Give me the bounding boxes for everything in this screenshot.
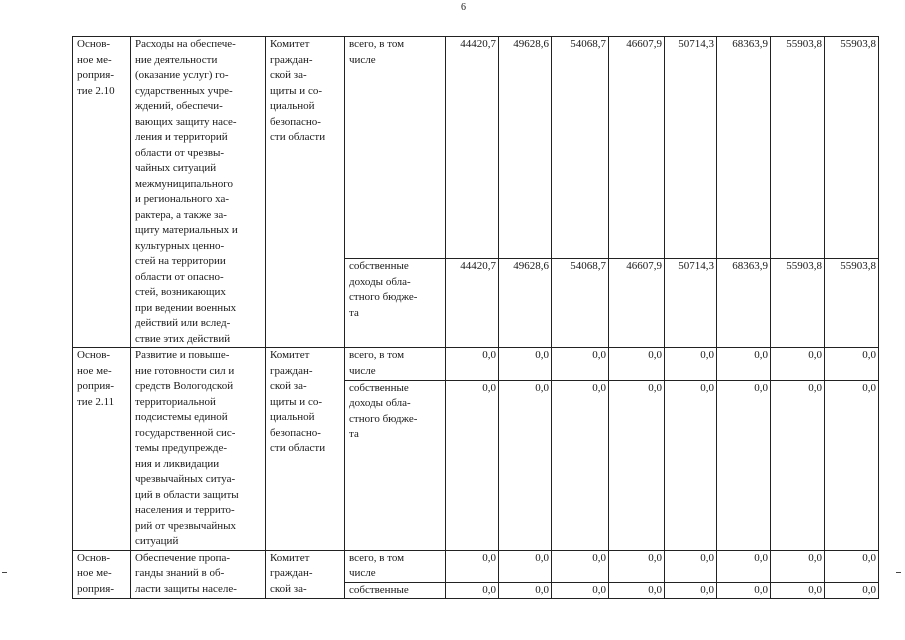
table-cell: 0,0 — [609, 348, 665, 381]
measure-code: Основ- ное ме- роприя- — [73, 550, 131, 599]
table-cell: 0,0 — [446, 348, 499, 381]
table-cell: 50714,3 — [665, 37, 717, 259]
table-cell: 0,0 — [717, 582, 771, 599]
funding-source: всего, в том числе — [345, 37, 446, 259]
scan-edge-mark — [2, 572, 7, 573]
table-cell: 0,0 — [665, 380, 717, 550]
measure-code: Основ- ное ме- роприя- тие 2.10 — [73, 37, 131, 348]
table-cell: 0,0 — [552, 380, 609, 550]
measure-title: Расходы на обеспече- ние деятельности (оказание услуг) го- сударственных учре- ждений, обеспечи- вающих защиту насе- ления и территорий области от чрезвы- чайных ситуаций межмуниципального и регионального ха- рактера, а также за- щиту материальных и культурных ценно- стей на территории области от опасно- стей, возникающих при ведении военных действий или вслед- ствие этих действий — [131, 37, 266, 348]
table-cell: 0,0 — [717, 550, 771, 582]
table-cell: 0,0 — [717, 380, 771, 550]
table-row — [73, 348, 879, 381]
table-cell: 49628,6 — [499, 37, 552, 259]
table-cell: 0,0 — [609, 380, 665, 550]
table-cell: 0,0 — [825, 348, 879, 381]
table-cell: 0,0 — [665, 550, 717, 582]
measure-title: Обеспечение пропа- ганды знаний в об- ласти защиты населе- — [131, 550, 266, 599]
table-cell: 0,0 — [771, 380, 825, 550]
table-cell: 55903,8 — [825, 259, 879, 348]
table-cell: 0,0 — [609, 582, 665, 599]
table-cell: 0,0 — [552, 582, 609, 599]
table-cell: 54068,7 — [552, 37, 609, 259]
table-cell: 54068,7 — [552, 259, 609, 348]
table-cell: 0,0 — [665, 348, 717, 381]
scan-edge-mark — [896, 572, 901, 573]
measure-code: Основ- ное ме- роприя- тие 2.11 — [73, 348, 131, 551]
budget-table — [72, 36, 879, 599]
table-cell: 0,0 — [446, 582, 499, 599]
table-cell: 0,0 — [552, 550, 609, 582]
funding-source: всего, в том числе — [345, 348, 446, 381]
table-cell: 0,0 — [771, 348, 825, 381]
table-cell: 68363,9 — [717, 259, 771, 348]
table-cell: 0,0 — [609, 550, 665, 582]
funding-source: всего, в том числе — [345, 550, 446, 582]
table-cell: 44420,7 — [446, 259, 499, 348]
table-cell: 55903,8 — [771, 37, 825, 259]
table-cell: 55903,8 — [771, 259, 825, 348]
table-cell: 0,0 — [499, 348, 552, 381]
table-cell: 0,0 — [825, 582, 879, 599]
table-cell: 46607,9 — [609, 37, 665, 259]
table-cell: 68363,9 — [717, 37, 771, 259]
table-cell: 0,0 — [499, 582, 552, 599]
table-cell: 46607,9 — [609, 259, 665, 348]
table-cell: 0,0 — [446, 550, 499, 582]
table-cell: 49628,6 — [499, 259, 552, 348]
measure-title: Развитие и повыше- ние готовности сил и средств Вологодской территориальной подсистемы единой государственной сис- темы предупрежде- ния и ликвидации чрезвычайных ситуа- ций в области защиты населения и террито- рий от чрезвычайных ситуаций — [131, 348, 266, 551]
table-cell: 0,0 — [771, 582, 825, 599]
measure-executor: Комитет граждан- ской за- щиты и со- циальной безопасно- сти области — [266, 348, 345, 551]
table-cell: 0,0 — [665, 582, 717, 599]
table-cell: 0,0 — [771, 550, 825, 582]
table-cell: 0,0 — [499, 550, 552, 582]
funding-source: собственные доходы обла- стного бюдже- та — [345, 259, 446, 348]
table-row — [73, 550, 879, 582]
table-cell: 0,0 — [499, 380, 552, 550]
table-cell: 0,0 — [825, 380, 879, 550]
table-cell: 0,0 — [446, 380, 499, 550]
table-cell: 0,0 — [552, 348, 609, 381]
table-cell: 0,0 — [717, 348, 771, 381]
funding-source: собственные доходы обла- стного бюдже- та — [345, 380, 446, 550]
measure-executor: Комитет граждан- ской за- — [266, 550, 345, 599]
table-cell: 50714,3 — [665, 259, 717, 348]
measure-executor: Комитет граждан- ской за- щиты и со- циальной безопасно- сти области — [266, 37, 345, 348]
page-number: 6 — [461, 2, 466, 13]
funding-source: собственные — [345, 582, 446, 599]
table-row — [73, 37, 879, 259]
table-cell: 0,0 — [825, 550, 879, 582]
table-cell: 44420,7 — [446, 37, 499, 259]
table-cell: 55903,8 — [825, 37, 879, 259]
